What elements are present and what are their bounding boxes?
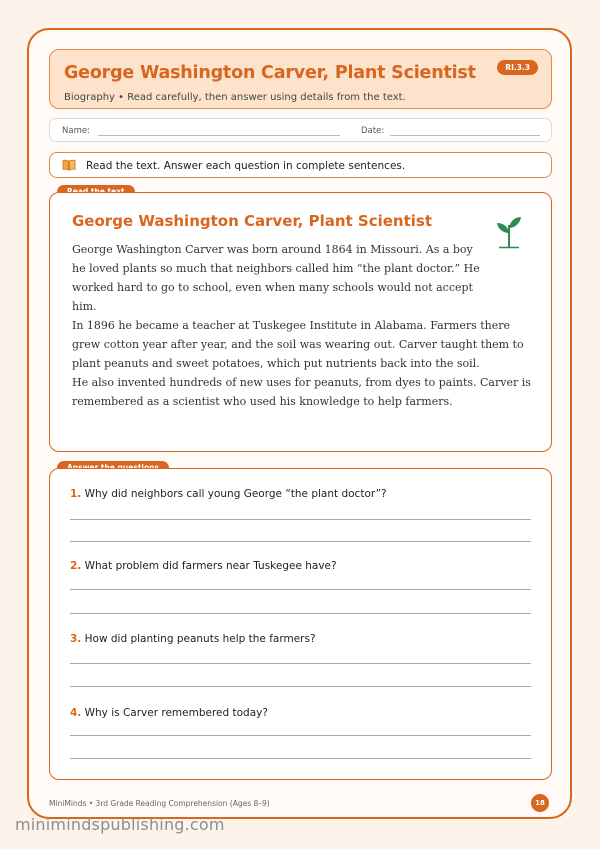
- book-icon: [62, 159, 76, 171]
- paragraph-2: [72, 316, 524, 373]
- worksheet-title: George Washington Carver, Plant Scientist: [64, 63, 476, 83]
- standard-badge: RI.3.3: [497, 60, 538, 75]
- question-text: Why did neighbors call young George “the plant doctor”?: [84, 488, 387, 500]
- question-2: [70, 560, 337, 572]
- answer-line[interactable]: [70, 758, 531, 759]
- page-number: 18: [531, 794, 549, 812]
- instructions-bar: [49, 152, 552, 178]
- questions-box: [49, 468, 552, 780]
- paragraph-line: plant peanuts and sweet potatoes, which put nutrients back into the soil.: [72, 357, 480, 370]
- answer-line[interactable]: [70, 663, 531, 664]
- answer-line[interactable]: [70, 589, 531, 590]
- question-text: What problem did farmers near Tuskegee have?: [84, 560, 337, 572]
- name-date-row: [49, 118, 552, 142]
- answer-line[interactable]: [70, 613, 531, 614]
- plant-sprout-icon: [493, 213, 525, 249]
- question-4: [70, 707, 268, 719]
- question-1: [70, 488, 387, 500]
- paragraph-line: he loved plants so much that neighbors called him “the plant doctor.” He: [72, 262, 480, 275]
- paragraph-line: George Washington Carver was born around 1864 in Missouri. As a boy: [72, 243, 473, 256]
- paragraph-line: worked hard to go to school, even when many schools would not accept: [72, 281, 473, 294]
- date-field[interactable]: [390, 135, 540, 136]
- worksheet-subtitle: Biography • Read carefully, then answer using details from the text.: [64, 92, 406, 103]
- answer-line[interactable]: [70, 735, 531, 736]
- question-number: 1.: [70, 488, 82, 500]
- passage-title: George Washington Carver, Plant Scientist: [72, 212, 433, 230]
- footer-text: MiniMinds • 3rd Grade Reading Comprehension (Ages 8–9): [49, 799, 270, 808]
- reading-passage: [49, 192, 552, 452]
- question-3: [70, 633, 316, 645]
- paragraph-line: grew cotton year after year, and the soil was wearing out. Carver taught them to: [72, 338, 524, 351]
- name-field[interactable]: [98, 135, 340, 136]
- paragraph-3: [72, 373, 531, 411]
- question-text: Why is Carver remembered today?: [84, 707, 268, 719]
- instructions-text: Read the text. Answer each question in complete sentences.: [86, 160, 406, 172]
- answer-line[interactable]: [70, 686, 531, 687]
- question-number: 2.: [70, 560, 82, 572]
- publisher-watermark: minimindspublishing.com: [15, 815, 225, 834]
- question-number: 4.: [70, 707, 82, 719]
- answer-line[interactable]: [70, 541, 531, 542]
- question-text: How did planting peanuts help the farmers?: [84, 633, 316, 645]
- date-label: Date:: [361, 126, 385, 136]
- paragraph-line: him.: [72, 300, 97, 313]
- paragraph-line: He also invented hundreds of new uses for peanuts, from dyes to paints. Carver is: [72, 376, 531, 389]
- paragraph-1: [72, 240, 480, 316]
- paragraph-line: remembered as a scientist who used his knowledge to help farmers.: [72, 395, 453, 408]
- answer-line[interactable]: [70, 519, 531, 520]
- name-label: Name:: [62, 126, 90, 136]
- worksheet-page: [27, 28, 572, 819]
- question-number: 3.: [70, 633, 82, 645]
- paragraph-line: In 1896 he became a teacher at Tuskegee Institute in Alabama. Farmers there: [72, 319, 511, 332]
- worksheet-header: [49, 49, 552, 109]
